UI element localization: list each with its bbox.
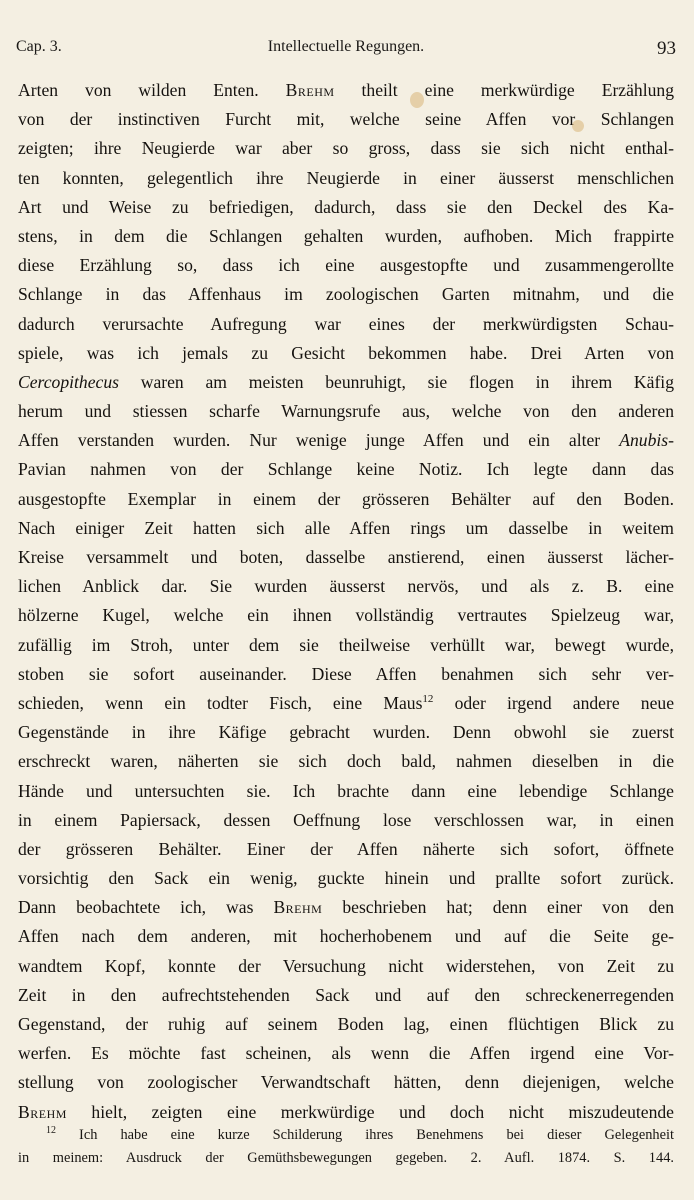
paper-stain (410, 92, 424, 108)
author-name: Brehm (18, 1101, 67, 1122)
text-line: von der instinctiven Furcht mit, welche seine Affen vor Schlangen (18, 109, 674, 130)
text-line: in einem Papiersack, dessen Oeffnung lose verschlossen war, in einen (18, 809, 674, 830)
footnote-reference: 12 (422, 693, 434, 706)
text-line: Gegenstand, der ruhig auf seinem Boden lag, einen flüchtigen Blick zu (18, 1014, 674, 1034)
page-number: 93 (657, 38, 676, 59)
footnote-marker: 12 (46, 1125, 56, 1137)
text-line: werfen. Es möchte fast scheinen, als wenn die Affen irgend eine Vor- (18, 1043, 674, 1064)
text-line: lichen Anblick dar. Sie wurden äusserst nervös, und als z. B. eine (18, 576, 674, 597)
main-text (18, 76, 674, 1127)
page-header (16, 38, 676, 64)
text-line: ausgestopfte Exemplar in einem der grösseren Behälter auf den Boden. (18, 488, 674, 509)
text-line: stoben sie sofort auseinander. Diese Affen benahmen sich sehr ver- (18, 663, 674, 684)
text-line: Hände und untersuchten sie. Ich brachte dann eine lebendige Schlange (18, 780, 674, 801)
footnote-line: in meinem: Ausdruck der Gemüthsbewegungen gegeben. 2. Aufl. 1874. S. 144. (18, 1150, 674, 1166)
footnote-line: $^{12}$ Ich habe eine kurze Schilderung ihres Benehmens bei dieser Gelegenheit (46, 1125, 674, 1143)
genus-name: Cercopithecus (18, 371, 119, 392)
text-line: Affen verstanden wurden. Nur wenige junge Affen und ein alter Anubis- (18, 430, 674, 451)
text-line: der grösseren Behälter. Einer der Affen näherte sich sofort, öffnete (18, 838, 674, 859)
paper-stain (572, 120, 584, 132)
text-line: herum und stiessen scharfe Warnungsrufe aus, welche von den anderen (18, 401, 674, 422)
text-line: dadurch verursachte Aufregung war eines der merkwürdigsten Schau- (18, 313, 674, 334)
text-line: spiele, was ich jemals zu Gesicht bekommen habe. Drei Arten von (18, 342, 674, 363)
text-line: Pavian nahmen von der Schlange keine Notiz. Ich legte dann das (18, 459, 674, 480)
chapter-label: Cap. 3. (16, 38, 62, 55)
text-line: schieden, wenn ein todter Fisch, eine Maus$^{12}$ oder irgend andere neue (18, 692, 674, 713)
text-line: Nach einiger Zeit hatten sich alle Affen rings um dasselbe in weitem (18, 517, 674, 538)
text-line: zufällig im Stroh, unter dem sie theilweise verhüllt war, bewegt wurde, (18, 634, 674, 655)
text-line: Schlange in das Affenhaus im zoologischen Garten mitnahm, und die (18, 284, 674, 305)
text-line: Brehm hielt, zeigten eine merkwürdige und doch nicht miszudeutende (18, 1101, 674, 1122)
text-line: Dann beobachtete ich, was Brehm beschrieben hat; denn einer von den (18, 897, 674, 918)
text-line: stellung von zoologischer Verwandtschaft hätten, denn diejenigen, welche (18, 1072, 674, 1093)
text-line: vorsichtig den Sack ein wenig, guckte hinein und prallte sofort zurück. (18, 868, 674, 889)
author-name: Brehm (273, 897, 323, 918)
text-line: Affen nach dem anderen, mit hocherhobenem und auf die Seite ge- (18, 926, 674, 947)
text-line: Kreise versammelt und boten, dasselbe anstierend, einen äusserst lächer- (18, 547, 674, 567)
text-line: diese Erzählung so, dass ich eine ausgestopfte und zusammengerollte (18, 255, 674, 276)
running-title: Intellectuelle Regungen. (267, 38, 425, 55)
text-line: Zeit in den aufrechtstehenden Sack und auf den schreckenerregenden (18, 984, 674, 1005)
text-line: Cercopithecus waren am meisten beunruhigt, sie flogen in ihrem Käfig (18, 371, 674, 392)
footnote (18, 1124, 674, 1170)
text-line: zeigten; ihre Neugierde war aber so gross, dass sie sich nicht enthal- (18, 138, 674, 159)
author-name: Brehm (285, 80, 335, 100)
text-line: erschreckt waren, näherten sie sich doch bald, nahmen dieselben in die (18, 751, 674, 772)
text-line: hölzerne Kugel, welche ein ihnen vollständig vertrautes Spielzeug war, (18, 605, 674, 626)
text-line: ten konnten, gelegentlich ihre Neugierde in einer äusserst menschlichen (18, 167, 674, 188)
text-line: wandtem Kopf, konnte der Versuchung nicht widerstehen, von Zeit zu (18, 955, 674, 976)
text-line: Gegenstände in ihre Käfige gebracht wurden. Denn obwohl sie zuerst (18, 722, 674, 743)
species-name: Anubis- (619, 430, 674, 451)
text-line: stens, in dem die Schlangen gehalten wurden, aufhoben. Mich frappirte (18, 225, 674, 246)
text-line: Arten von wilden Enten. Brehm theilt eine merkwürdige Erzählung (18, 80, 674, 100)
text-line: Art und Weise zu befriedigen, dadurch, dass sie den Deckel des Ka- (18, 196, 674, 217)
